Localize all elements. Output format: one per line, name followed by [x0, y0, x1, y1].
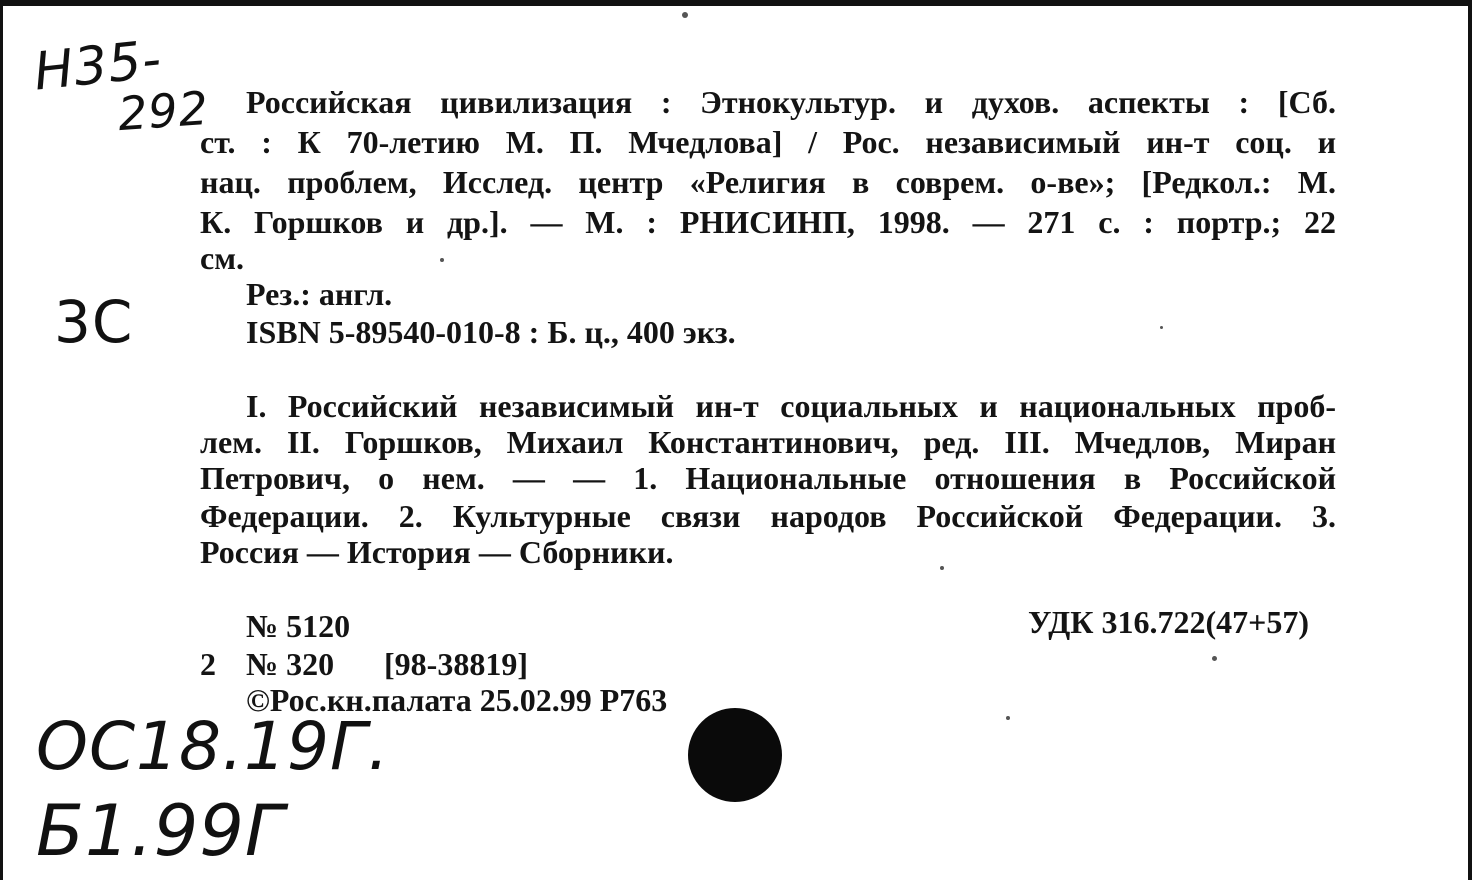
- handwritten-date-2: Б1.99Г: [36, 790, 285, 872]
- tracings-line-3: Петрович, о нем. — — 1. Национальные отношения в Российской: [200, 460, 1336, 496]
- scan-speck: [940, 566, 944, 570]
- entry-summary: Рез.: англ.: [246, 276, 393, 312]
- scan-speck: [440, 258, 444, 262]
- entry-line-5: см.: [200, 240, 244, 276]
- scan-speck: [682, 12, 688, 18]
- footer-chamber: ©Рос.кн.палата 25.02.99 Р763: [246, 682, 668, 718]
- entry-line-1: Российская цивилизация : Этнокультур. и духов. аспекты : [Сб.: [246, 84, 1336, 120]
- scan-speck: [1006, 716, 1010, 720]
- entry-isbn: ISBN 5-89540-010-8 : Б. ц., 400 экз.: [246, 314, 736, 350]
- footer-udk: УДК 316.722(47+57): [1028, 604, 1310, 640]
- entry-line-2: ст. : К 70-летию М. П. Мчедлова] / Рос. независимый ин-т соц. и: [200, 124, 1336, 160]
- tracings-line-2: лем. II. Горшков, Михаил Константинович, ред. III. Мчедлов, Миран: [200, 424, 1336, 460]
- tracings-line-5: Россия — История — Сборники.: [200, 534, 674, 570]
- handwritten-mark-3c: 3С: [54, 288, 134, 356]
- card-right-edge: [1468, 0, 1472, 880]
- entry-line-3: нац. проблем, Исслед. центр «Религия в соврем. о-ве»; [Редкол.: М.: [200, 164, 1336, 200]
- footer-number-1: № 5120: [246, 608, 351, 644]
- card-left-edge: [0, 0, 3, 880]
- tracings-line-1: I. Российский независимый ин-т социальных и национальных проб-: [246, 388, 1336, 424]
- handwritten-date-1: ОС18.19Г.: [36, 708, 390, 785]
- footer-reg-number: [98-38819]: [384, 646, 528, 682]
- footer-prefix-2: 2: [200, 646, 216, 682]
- scan-speck: [1212, 656, 1217, 661]
- handwritten-shelf-mark-top: Н35-: [31, 29, 165, 103]
- entry-line-4: К. Горшков и др.]. — М. : РНИСИНП, 1998. — 271 с. : портр.; 22: [200, 204, 1336, 240]
- tracings-line-4: Федерации. 2. Культурные связи народов Российской Федерации. 3.: [200, 498, 1336, 534]
- card-punch-hole: [688, 708, 782, 802]
- card-top-edge: [0, 0, 1472, 6]
- scan-speck: [1160, 326, 1163, 329]
- handwritten-shelf-mark-number: 292: [116, 80, 211, 142]
- footer-number-2: № 320: [246, 646, 335, 682]
